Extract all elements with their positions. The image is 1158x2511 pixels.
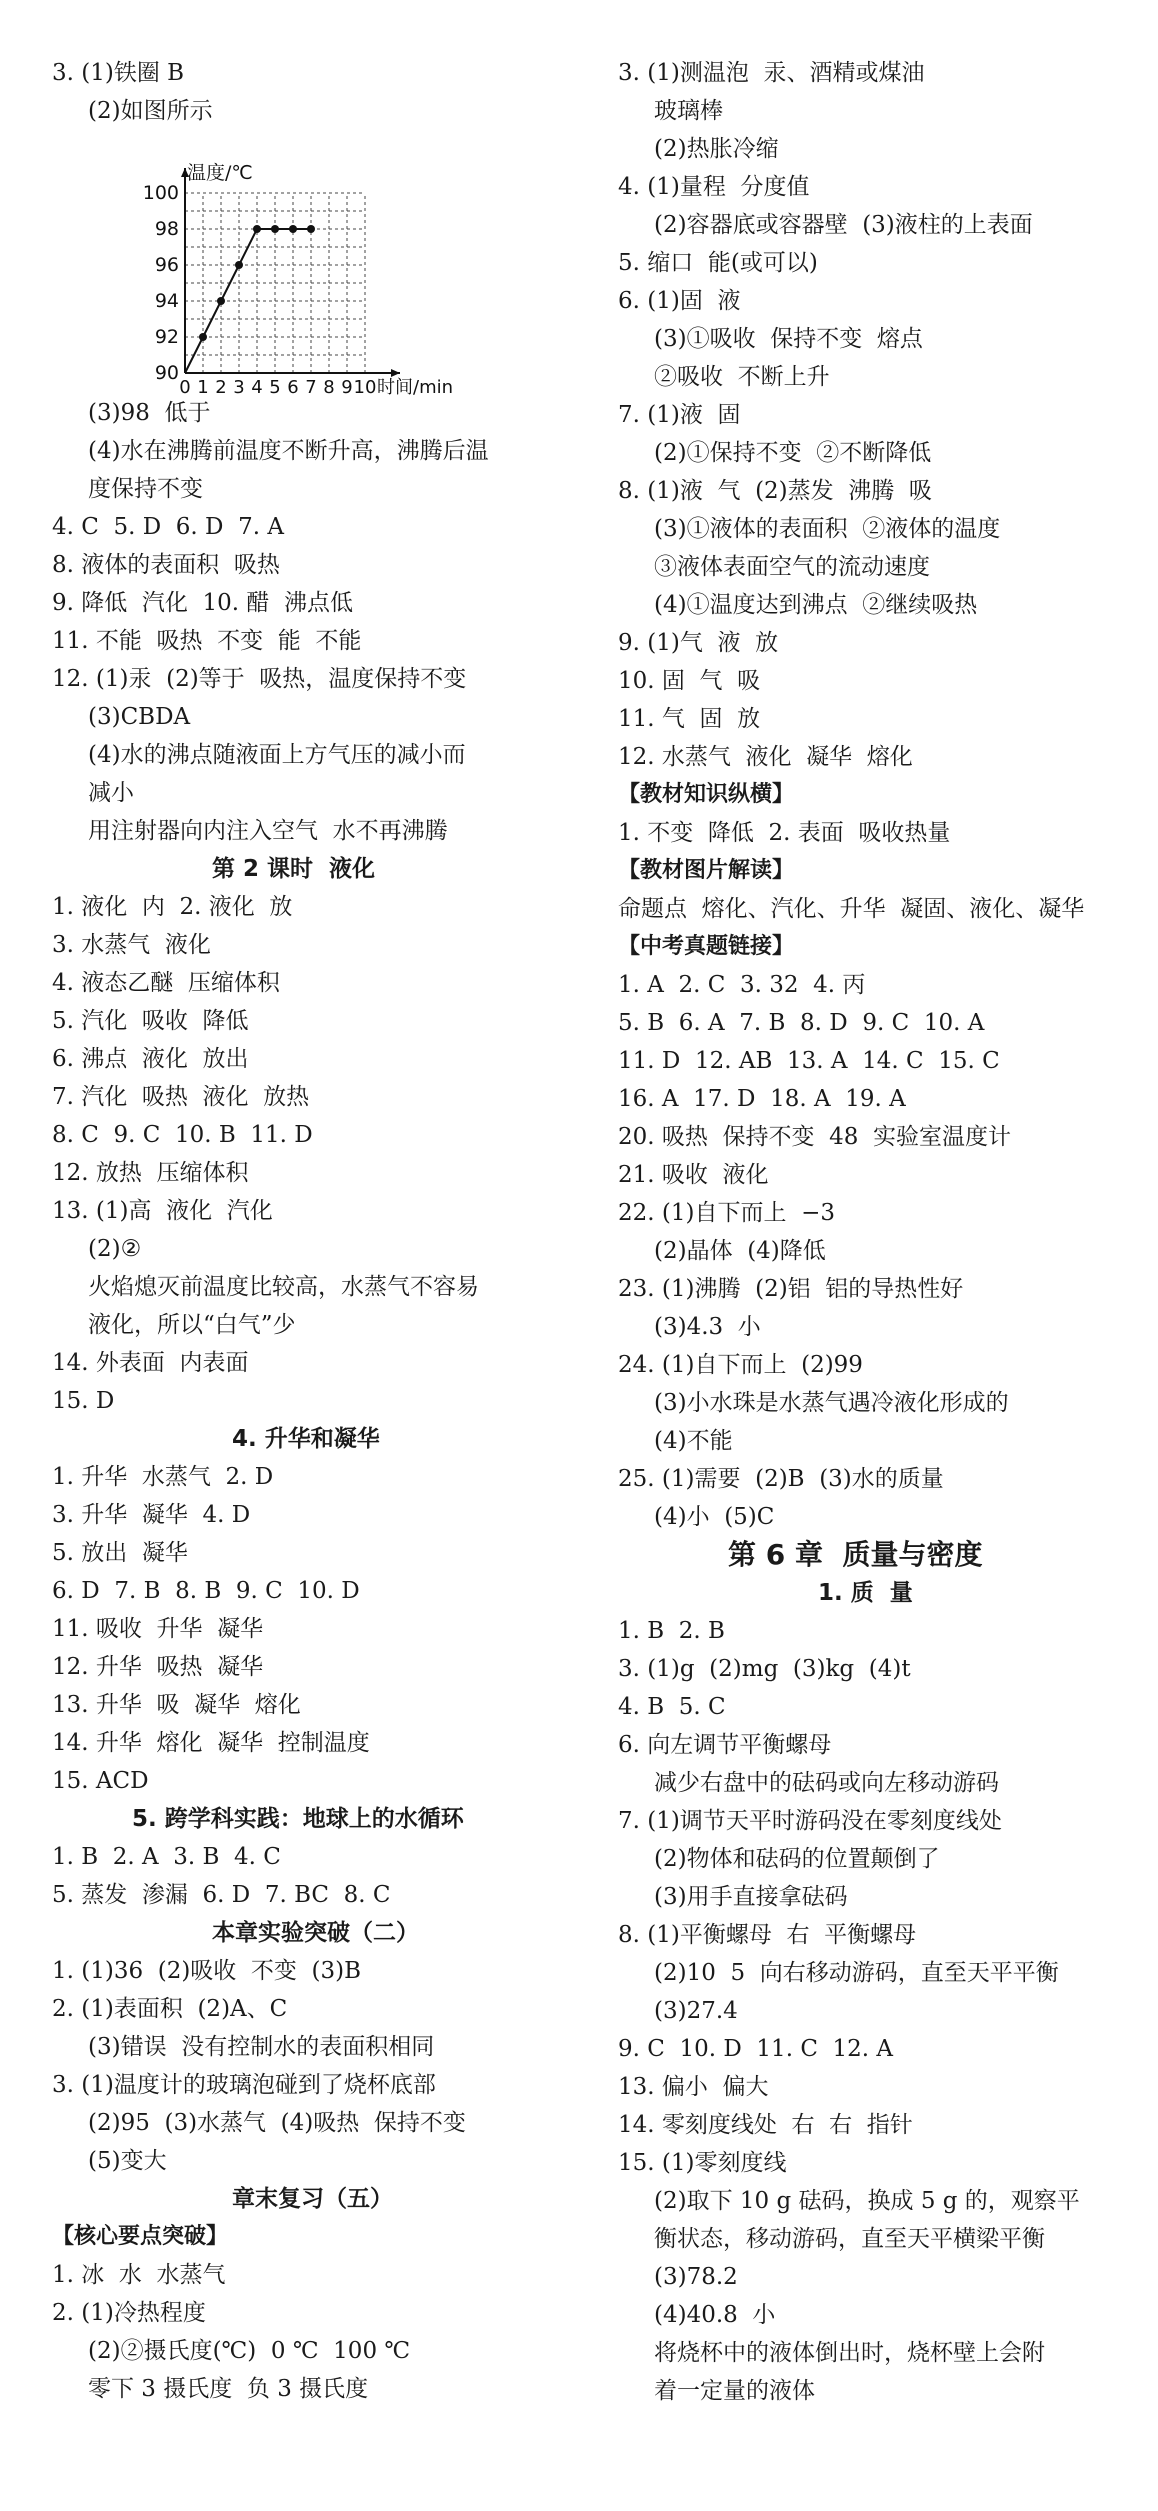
x-axis-label: 时间/min [377,377,454,398]
answer-line: 15. D [52,1388,115,1414]
data-point [217,297,225,305]
answer-line: 着一定量的液体 [654,2378,815,2404]
x-tick-label: 2 [215,377,227,398]
answer-line: 5. 汽化 吸收 降低 [52,1008,249,1034]
answer-line: 10. 固 气 吸 [618,668,761,694]
answer-line: 4. B 5. C [618,1694,726,1720]
y-tick-label: 100 [142,182,179,204]
answer-line: 用注射器向内注入空气 水不再沸腾 [88,818,448,844]
answer-line: 1. 升华 水蒸气 2. D [52,1464,274,1490]
section-heading: 【教材知识纵横】 [618,782,795,807]
answer-line: (3)①吸收 保持不变 熔点 [654,326,923,352]
answer-line: 3. (1)铁圈 B [52,60,185,86]
answer-line: (2)①保持不变 ②不断降低 [654,440,932,466]
answer-line: (4)不能 [654,1428,733,1454]
answer-line: (2)如图所示 [88,98,213,124]
y-tick-label: 94 [154,290,179,312]
answer-line: 1. 冰 水 水蒸气 [52,2262,226,2288]
answer-line: 5. 缩口 能(或可以) [618,250,818,276]
answer-line: (2)取下 10 g 砝码，换成 5 g 的，观察平 [654,2188,1080,2214]
x-tick-label: 4 [251,377,263,398]
answer-line: 1. 不变 降低 2. 表面 吸收热量 [618,820,951,846]
answer-line: (2)② [88,1236,142,1262]
answer-line: (4)水的沸点随液面上方气压的减小而 [88,742,466,768]
answer-line: 6. (1)固 液 [618,288,741,314]
x-tick-label: 5 [269,377,281,398]
answer-line: 12. 放热 压缩体积 [52,1160,249,1186]
answer-line: (4)水在沸腾前温度不断升高，沸腾后温 [88,438,489,464]
answer-line: 12. (1)汞 (2)等于 吸热，温度保持不变 [52,666,467,692]
answer-line: 8. 液体的表面积 吸热 [52,552,280,578]
data-point [235,261,243,269]
answer-line: 9. C 10. D 11. C 12. A [618,2036,894,2062]
section-heading: 第 2 课时 液化 [212,856,376,882]
section-heading: 本章实验突破（二） [212,1920,419,1946]
answer-line: 2. (1)表面积 (2)A、C [52,1996,288,2022]
answer-line: 1. A 2. C 3. 32 4. 丙 [618,972,866,998]
x-tick-label: 1 [197,377,209,398]
answer-line: 6. 沸点 液化 放出 [52,1046,249,1072]
answer-line: 1. 液化 内 2. 液化 放 [52,894,293,920]
answer-line: 16. A 17. D 18. A 19. A [618,1086,906,1112]
answer-line: 14. 升华 熔化 凝华 控制温度 [52,1730,370,1756]
answer-line: (2)晶体 (4)降低 [654,1238,826,1264]
answer-line: (3)98 低于 [88,400,211,426]
chart-svg [120,160,454,398]
answer-line: 液化，所以“白气”少 [88,1312,296,1338]
answer-line: 11. 吸收 升华 凝华 [52,1616,264,1642]
x-tick-label: 0 [179,377,191,398]
answer-line: 1. B 2. A 3. B 4. C [52,1844,281,1870]
answer-line: (4)40.8 小 [654,2302,776,2328]
answer-line: (3)错误 没有控制水的表面积相同 [88,2034,435,2060]
answer-line: 14. 零刻度线处 右 右 指针 [618,2112,913,2138]
x-tick-label: 6 [287,377,299,398]
answer-line: 衡状态，移动游码，直至天平横梁平衡 [654,2226,1045,2252]
answer-line: 25. (1)需要 (2)B (3)水的质量 [618,1466,944,1492]
y-tick-label: 98 [154,218,179,240]
answer-line: 8. (1)平衡螺母 右 平衡螺母 [618,1922,917,1948]
answer-line: 1. B 2. B [618,1618,725,1644]
answer-line: (4)①温度达到沸点 ②继续吸热 [654,592,978,618]
y-tick-label: 92 [154,326,179,348]
answer-line: 7. 汽化 吸热 液化 放热 [52,1084,310,1110]
data-point [199,333,207,341]
data-point [289,225,297,233]
answer-line: 8. C 9. C 10. B 11. D [52,1122,313,1148]
answer-line: 减小 [88,780,134,806]
answer-line: 15. (1)零刻度线 [618,2150,787,2176]
answer-line: 9. (1)气 液 放 [618,630,779,656]
answer-line: 3. (1)温度计的玻璃泡碰到了烧杯底部 [52,2072,436,2098]
answer-line: 13. 偏小 偏大 [618,2074,769,2100]
answer-line: ③液体表面空气的流动速度 [654,554,930,580]
answer-line: 5. B 6. A 7. B 8. D 9. C 10. A [618,1010,985,1036]
answer-line: (3)78.2 [654,2264,738,2290]
x-tick-label: 8 [323,377,335,398]
answer-line: 4. C 5. D 6. D 7. A [52,514,284,540]
answer-line: 14. 外表面 内表面 [52,1350,249,1376]
answer-line: 7. (1)调节天平时游码没在零刻度线处 [618,1808,1002,1834]
answer-line: (2)95 (3)水蒸气 (4)吸热 保持不变 [88,2110,466,2136]
y-tick-label: 96 [154,254,179,276]
answer-line: 7. (1)液 固 [618,402,741,428]
answer-line: (2)②摄氏度(℃) 0 ℃ 100 ℃ [88,2338,411,2364]
answer-line: 减少右盘中的砝码或向左移动游码 [654,1770,999,1796]
data-point [271,225,279,233]
answer-line: 3. (1)g (2)mg (3)kg (4)t [618,1656,911,1682]
answer-line: 火焰熄灭前温度比较高，水蒸气不容易 [88,1274,479,1300]
section-heading: 【核心要点突破】 [52,2224,229,2249]
answer-line: (5)变大 [88,2148,167,2174]
y-axis-label: 温度/℃ [187,162,253,184]
answer-line: (3)小水珠是水蒸气遇冷液化形成的 [654,1390,1009,1416]
answer-line: 1. (1)36 (2)吸收 不变 (3)B [52,1958,362,1984]
answer-line: (3)27.4 [654,1998,738,2024]
answer-line: 4. (1)量程 分度值 [618,174,810,200]
answer-line: 21. 吸收 液化 [618,1162,769,1188]
answer-line: 12. 升华 吸热 凝华 [52,1654,264,1680]
x-tick-label: 3 [233,377,245,398]
answer-line: 9. 降低 汽化 10. 醋 沸点低 [52,590,354,616]
section-heading: 【中考真题链接】 [618,934,795,959]
answer-line: (2)物体和砝码的位置颠倒了 [654,1846,940,1872]
answer-line: 8. (1)液 气 (2)蒸发 沸腾 吸 [618,478,932,504]
y-tick-label: 90 [154,362,179,384]
answer-line: 20. 吸热 保持不变 48 实验室温度计 [618,1124,1012,1150]
x-tick-label: 7 [305,377,317,398]
answer-line: 3. 升华 凝华 4. D [52,1502,251,1528]
section-heading: 4. 升华和凝华 [232,1426,380,1452]
answer-line: (4)小 (5)C [654,1504,775,1530]
answer-line: 13. (1)高 液化 汽化 [52,1198,273,1224]
answer-line: 将烧杯中的液体倒出时，烧杯壁上会附 [654,2340,1045,2366]
x-tick-label: 10 [353,377,377,398]
answer-line: (3)①液体的表面积 ②液体的温度 [654,516,1001,542]
answer-line: 2. (1)冷热程度 [52,2300,206,2326]
section-heading: 【教材图片解读】 [618,858,795,883]
answer-line: ②吸收 不断上升 [654,364,830,390]
answer-line: 5. 蒸发 渗漏 6. D 7. BC 8. C [52,1882,391,1908]
data-point [253,225,261,233]
section-heading: 第 6 章 质量与密度 [728,1538,983,1571]
answer-line: 3. (1)测温泡 汞、酒精或煤油 [618,60,925,86]
answer-line: 零下 3 摄氏度 负 3 摄氏度 [88,2376,369,2402]
answer-line: 12. 水蒸气 液化 凝华 熔化 [618,744,913,770]
answer-line: 5. 放出 凝华 [52,1540,188,1566]
answer-line: (2)容器底或容器壁 (3)液柱的上表面 [654,212,1033,238]
answer-line: 15. ACD [52,1768,149,1794]
answer-line: 命题点 熔化、汽化、升华 凝固、液化、凝华 [618,896,1085,922]
answer-line: (3)4.3 小 [654,1314,761,1340]
section-heading: 1. 质 量 [818,1580,913,1606]
data-point [307,225,315,233]
answer-line: (2)10 5 向右移动游码，直至天平平衡 [654,1960,1059,1986]
answer-line: 23. (1)沸腾 (2)铝 铝的导热性好 [618,1276,964,1302]
answer-line: 4. 液态乙醚 压缩体积 [52,970,280,996]
answer-line: 11. D 12. AB 13. A 14. C 15. C [618,1048,1000,1074]
answer-line: (2)热胀冷缩 [654,136,779,162]
answer-line: 11. 不能 吸热 不变 能 不能 [52,628,362,654]
answer-line: 6. D 7. B 8. B 9. C 10. D [52,1578,360,1604]
section-heading: 5. 跨学科实践：地球上的水循环 [132,1806,464,1832]
answer-line: 6. 向左调节平衡螺母 [618,1732,832,1758]
x-tick-label: 9 [341,377,353,398]
answer-line: (3)用手直接拿砝码 [654,1884,848,1910]
answer-line: 13. 升华 吸 凝华 熔化 [52,1692,301,1718]
answer-line: 22. (1)自下而上 −3 [618,1200,835,1226]
answer-line: 11. 气 固 放 [618,706,761,732]
answer-line: 度保持不变 [88,476,203,502]
answer-line: 24. (1)自下而上 (2)99 [618,1352,863,1378]
answer-line: 玻璃棒 [654,98,723,124]
answer-line: (3)CBDA [88,704,191,730]
temperature-time-chart [120,160,454,398]
x-axis-arrow [391,369,400,377]
section-heading: 章末复习（五） [232,2186,393,2212]
answer-line: 3. 水蒸气 液化 [52,932,211,958]
